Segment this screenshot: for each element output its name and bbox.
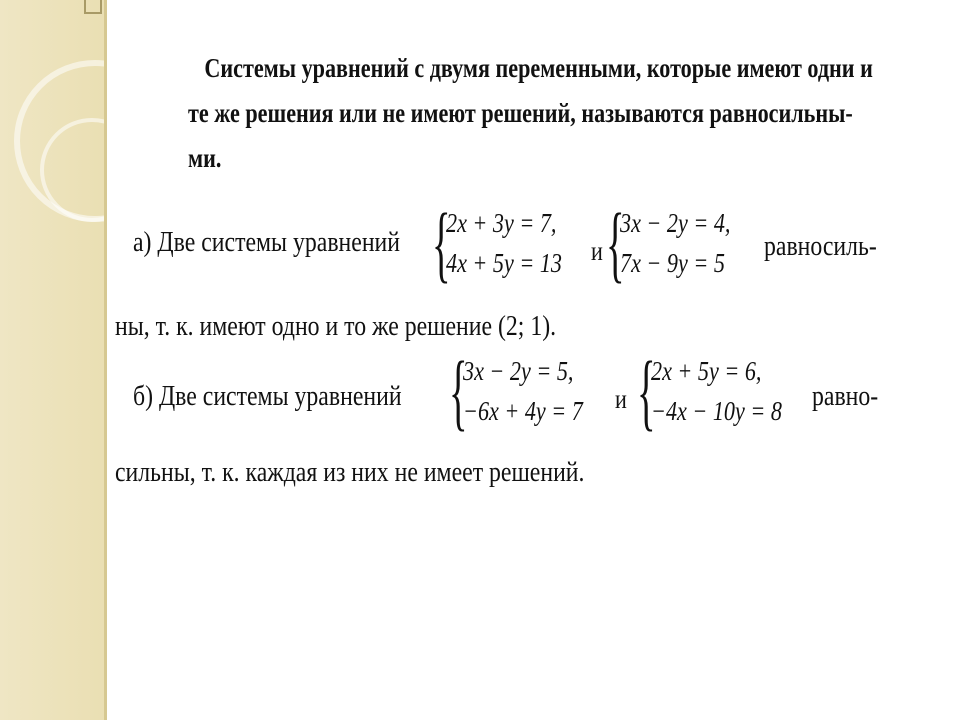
definition-heading <box>188 46 873 181</box>
example-b-connector: и <box>615 384 627 414</box>
example-a-trail: равносиль- <box>764 230 877 262</box>
example-b-continuation: сильны, т. к. каждая из них не имеет решений. <box>115 456 585 488</box>
example-a-system-1 <box>432 195 592 291</box>
brace-icon: { <box>637 343 656 439</box>
example-b-system-1 <box>449 343 609 440</box>
heading-line: Системы уравнений с двумя переменными, которые имеют одни и <box>204 53 873 83</box>
equation: −6x + 4y = 7 <box>463 396 583 426</box>
brace-icon: { <box>432 195 451 291</box>
equation: −4x − 10y = 8 <box>651 396 782 426</box>
equation: 7x − 9y = 5 <box>620 248 725 278</box>
example-b-trail: равно- <box>812 380 879 412</box>
example-a-system-2 <box>606 195 766 291</box>
equation: 2x + 3y = 7, <box>446 208 557 238</box>
equation: 3x − 2y = 4, <box>620 208 731 238</box>
brace-icon: { <box>449 343 468 439</box>
example-a-intro: а) Две системы уравнений <box>133 226 401 258</box>
example-a-continuation: ны, т. к. имеют одно и то же решение (2; 1). <box>115 310 557 342</box>
example-b-intro: б) Две системы уравнений <box>133 380 402 412</box>
equation: 3x − 2y = 5, <box>463 356 574 386</box>
panel-divider <box>104 0 107 720</box>
corner-mark <box>84 0 102 14</box>
example-b-system-2 <box>637 343 807 440</box>
equation: 4x + 5y = 13 <box>446 248 562 278</box>
decorative-side-panel <box>0 0 104 720</box>
heading-line: те же решения или не имеют решений, называются равносильны- <box>188 98 853 128</box>
heading-line: ми. <box>188 143 222 173</box>
equation: 2x + 5y = 6, <box>651 356 762 386</box>
example-a-connector: и <box>591 236 603 266</box>
brace-icon: { <box>606 195 625 291</box>
